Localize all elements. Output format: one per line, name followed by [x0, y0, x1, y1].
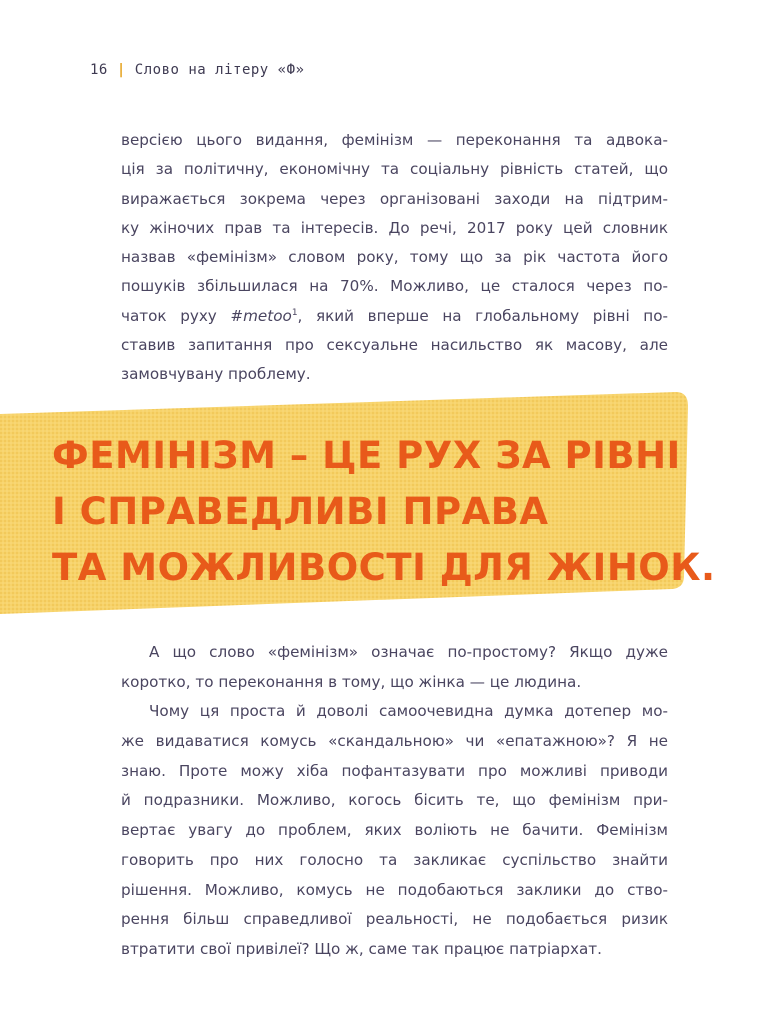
text-line: ція за політичну, економічну та соціальну рівність статей, що: [121, 160, 668, 179]
text-line: назвав «фемінізм» словом року, тому що за рік частота його: [121, 248, 668, 267]
text-line: Чому ця проста й доволі самоочевидна думка дотепер мо-: [149, 702, 668, 721]
text-line: знаю. Проте можу хіба пофантазувати про можливі приводи: [121, 761, 668, 780]
text-line: коротко, то переконання в тому, що жінка — це людина.: [121, 672, 582, 691]
text-fragment: чаток руху: [121, 306, 231, 325]
chapter-title: Слово на літеру «Ф»: [134, 62, 305, 78]
text-line: вертає увагу до проблем, яких воліють не бачити. Фемінізм: [121, 821, 668, 840]
paragraph-definition: [121, 126, 668, 390]
text-line: втратити свої привілеї? Що ж, саме так працює патріархат.: [121, 939, 602, 958]
text-line: же видаватися комусь «скандальною» чи «епатажною»? Я не: [121, 732, 668, 751]
text-line: виражається зокрема через організовані заходи на підтрим-: [121, 189, 668, 208]
text-line: рення більш справедливої реальності, не подобається ризик: [121, 910, 668, 929]
text-line: [121, 302, 668, 331]
text-line: говорить про них голосно та закликає суспільство знайти: [121, 850, 668, 869]
quote-line: І СПРАВЕДЛИВІ ПРАВА: [52, 490, 549, 533]
pull-quote: [52, 428, 716, 596]
footnote-marker[interactable]: 1: [291, 307, 298, 318]
text-line: версією цього видання, фемінізм — переконання та адвока-: [121, 131, 668, 149]
text-line: А що слово «фемінізм» означає по-простому? Якщо дуже: [149, 643, 668, 661]
page-number: 16: [90, 62, 108, 78]
text-fragment: , який вперше на глобальному рівні по-: [297, 306, 669, 325]
text-line: замовчувану проблему.: [121, 365, 311, 384]
running-header: [90, 62, 304, 78]
header-separator: |: [116, 62, 126, 78]
metoo-hashtag: #metoo: [230, 306, 292, 325]
text-line: ку жіночих прав та інтересів. До речі, 2017 року цей словник: [121, 218, 668, 237]
paragraph-simple-definition: [121, 638, 668, 965]
quote-line: ТА МОЖЛИВОСТІ ДЛЯ ЖІНОК.: [52, 546, 716, 589]
text-line: ставив запитання про сексуальне насильство як масову, але: [121, 336, 668, 355]
text-line: рішення. Можливо, комусь не подобаються заклики до ство-: [121, 880, 668, 899]
quote-line: ФЕМІНІЗМ – ЦЕ РУХ ЗА РІВНІ: [52, 434, 681, 477]
text-line: й подразники. Можливо, когось бісить те, що фемінізм при-: [121, 791, 668, 810]
text-line: пошуків збільшилася на 70%. Можливо, це сталося через по-: [121, 277, 668, 296]
